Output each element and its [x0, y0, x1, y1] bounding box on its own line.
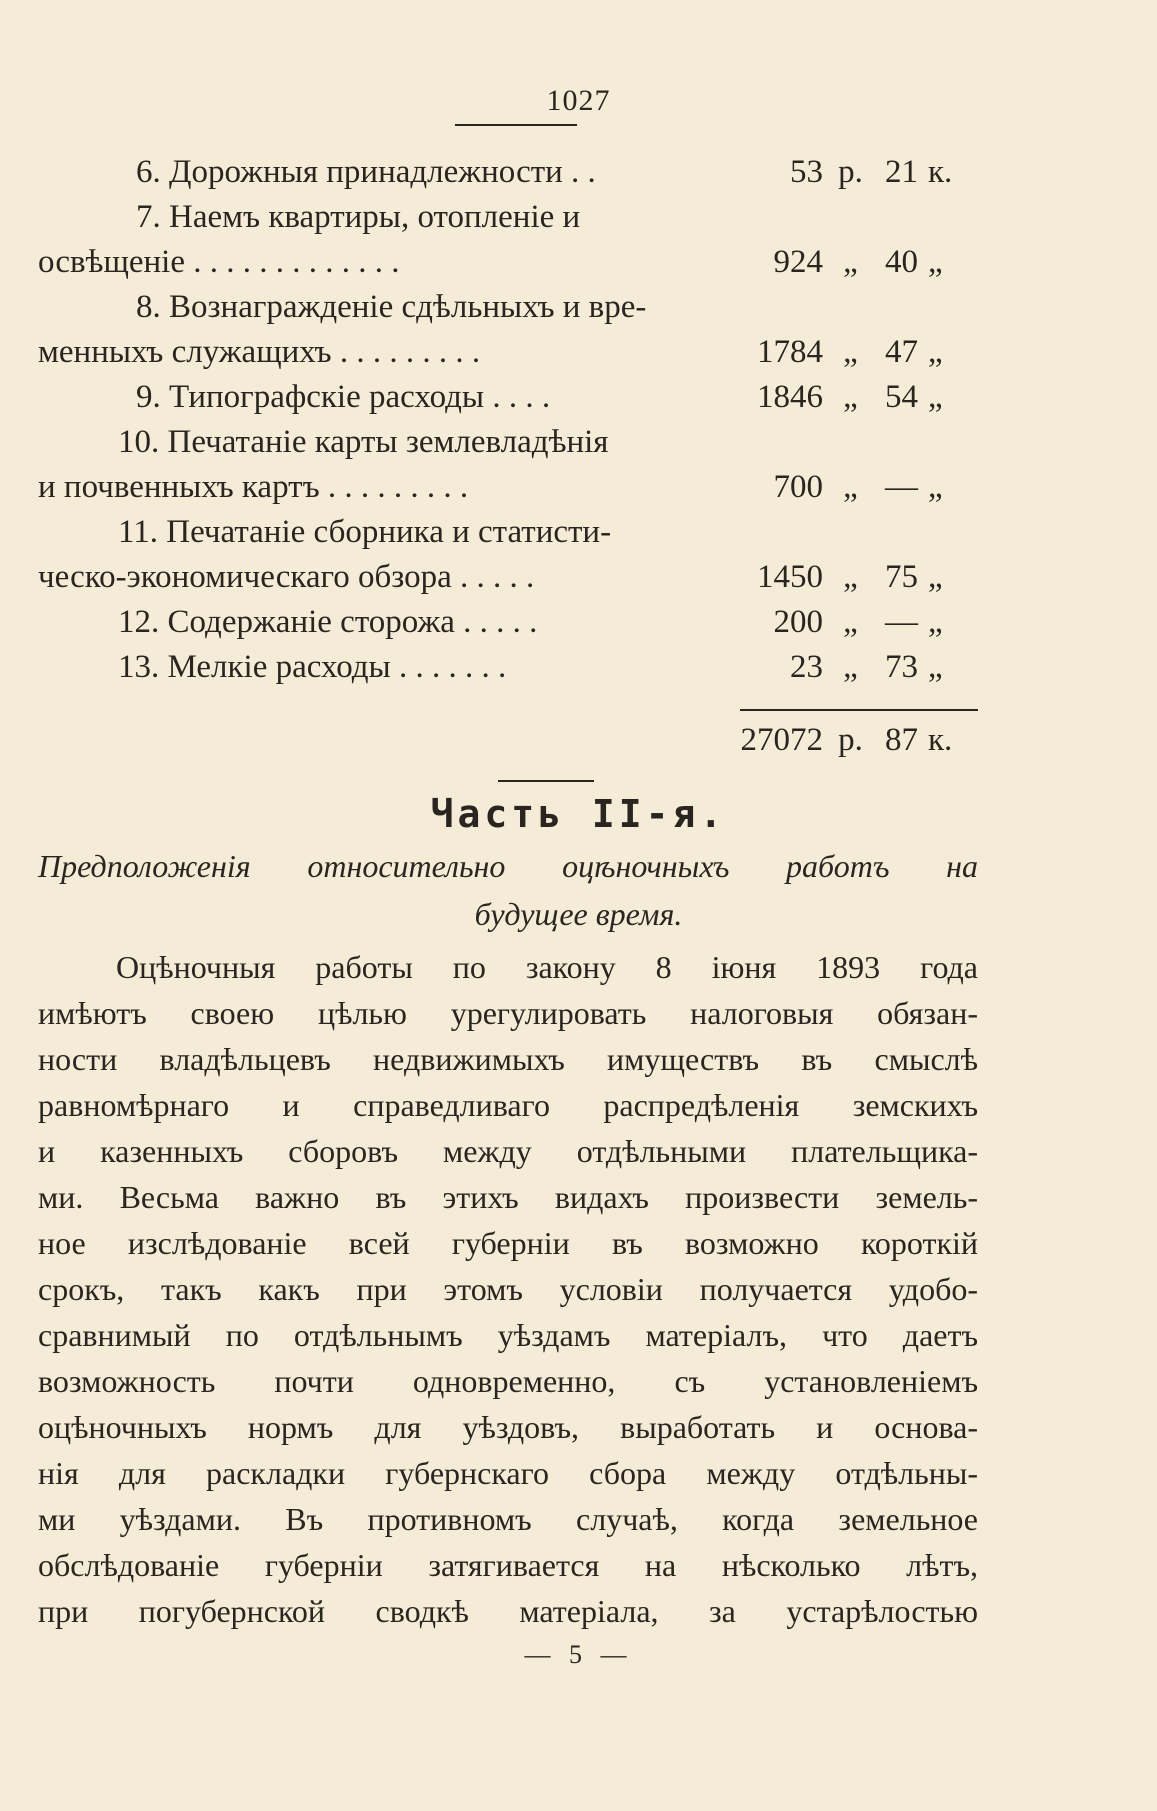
page-number-underline	[455, 124, 577, 126]
expense-item-amount	[708, 242, 978, 282]
expense-item-text: 11. Печатаніе сборника и статисти-	[118, 514, 612, 550]
total-row	[38, 720, 978, 760]
amount-kop: —	[885, 469, 918, 505]
total-rule	[740, 709, 978, 711]
amount-kop: —	[885, 604, 918, 640]
amount-kop: 40	[885, 244, 918, 280]
amount-unit: „	[928, 469, 943, 505]
amount-kop: 21	[885, 154, 918, 190]
amount-sep: „	[843, 244, 858, 280]
amount-rub: 23	[790, 649, 823, 685]
amount-sep: „	[843, 649, 858, 685]
expense-item-text: менныхъ служащихъ . . . . . . . . .	[38, 334, 481, 370]
expense-item-line	[38, 512, 978, 552]
page-number: 1027	[546, 84, 611, 117]
expense-item-line	[38, 152, 978, 192]
expense-item-amount	[708, 602, 978, 642]
expense-item-text: 12. Содержаніе сторожа . . . . .	[118, 604, 538, 640]
paragraph-line: имѣютъ своею цѣлью урегулировать налоговыя обязан-	[38, 995, 978, 1031]
paragraph-line: Оцѣночныя работы по закону 8 іюня 1893 года	[116, 949, 978, 985]
paragraph-line: ми. Весьма важно въ этихъ видахъ произвести земель-	[38, 1179, 978, 1215]
amount-rub: 1846	[757, 379, 823, 415]
expense-item-text: 6. Дорожныя принадлежности . .	[136, 154, 596, 190]
total-amount	[708, 720, 978, 760]
amount-rub: 1450	[757, 559, 823, 595]
amount-sep: „	[843, 379, 858, 415]
total-unit: к.	[928, 722, 953, 758]
amount-sep: „	[843, 559, 858, 595]
part-rule	[498, 780, 594, 782]
expense-item-line	[38, 467, 978, 507]
expense-item-text: 8. Вознагражденіе сдѣльныхъ и вре-	[136, 289, 647, 325]
expense-item-line	[38, 242, 978, 282]
expense-item-text: и почвенныхъ картъ . . . . . . . . .	[38, 469, 469, 505]
paragraph-line: сравнимый по отдѣльнымъ уѣздамъ матеріалъ, что даетъ	[38, 1317, 978, 1353]
part-heading: Часть II-я.	[430, 792, 727, 836]
expense-item-amount	[708, 647, 978, 687]
paragraph-line: оцѣночныхъ нормъ для уѣздовъ, выработать и основа-	[38, 1409, 978, 1445]
amount-unit: „	[928, 649, 943, 685]
amount-unit: „	[928, 604, 943, 640]
expense-item-line	[38, 332, 978, 372]
paragraph-line: ности владѣльцевъ недвижимыхъ имуществъ въ смыслѣ	[38, 1041, 978, 1077]
amount-kop: 47	[885, 334, 918, 370]
amount-rub: 924	[773, 244, 823, 280]
amount-unit: „	[928, 334, 943, 370]
expense-item-text: ческо-экономическаго обзора . . . . .	[38, 559, 535, 595]
expense-item-line	[38, 197, 978, 237]
total-sep: р.	[838, 722, 863, 758]
amount-rub: 700	[773, 469, 823, 505]
amount-unit: „	[928, 559, 943, 595]
paragraph-line: ное изслѣдованіе всей губерніи въ возможно короткій	[38, 1225, 978, 1261]
expense-item-amount	[708, 152, 978, 192]
expense-item-text: 7. Наемъ квартиры, отопленіе и	[136, 199, 581, 235]
total-rubles: 27072	[740, 722, 823, 758]
expense-item-text: 13. Мелкіе расходы . . . . . . .	[118, 649, 507, 685]
amount-rub: 200	[773, 604, 823, 640]
paragraph-line: срокъ, такъ какъ при этомъ условіи получается удобо-	[38, 1271, 978, 1307]
amount-unit: к.	[928, 154, 953, 190]
paragraph-line: ми уѣздами. Въ противномъ случаѣ, когда земельное	[38, 1501, 978, 1537]
expense-item-line	[38, 647, 978, 687]
amount-sep: „	[843, 604, 858, 640]
expense-item-line	[38, 377, 978, 417]
amount-unit: „	[928, 379, 943, 415]
amount-sep: „	[843, 469, 858, 505]
expense-item-text: освѣщеніе . . . . . . . . . . . . .	[38, 244, 400, 280]
amount-sep: р.	[838, 154, 863, 190]
paragraph-line: нія для раскладки губернскаго сбора между отдѣльны-	[38, 1455, 978, 1491]
expense-item-amount	[708, 557, 978, 597]
expense-item-line	[38, 557, 978, 597]
amount-kop: 54	[885, 379, 918, 415]
body-paragraph	[38, 944, 978, 1634]
amount-unit: „	[928, 244, 943, 280]
amount-kop: 73	[885, 649, 918, 685]
amount-sep: „	[843, 334, 858, 370]
paragraph-line: и казенныхъ сборовъ между отдѣльными плательщика-	[38, 1133, 978, 1169]
expense-item-text: 9. Типографскіе расходы . . . .	[136, 379, 551, 415]
subtitle-line-2: будущее время.	[474, 896, 683, 932]
paragraph-line: при погубернской сводкѣ матеріала, за устарѣлостью	[38, 1593, 978, 1629]
expense-item-line	[38, 287, 978, 327]
paragraph-line: равномѣрнаго и справедливаго распредѣленія земскихъ	[38, 1087, 978, 1123]
expense-item-text: 10. Печатаніе карты землевладѣнія	[118, 424, 609, 460]
amount-rub: 53	[790, 154, 823, 190]
subtitle-line-1: Предположенія относительно оцѣночныхъ работъ на	[38, 848, 978, 884]
expense-item-amount	[708, 377, 978, 417]
expense-item-line	[38, 422, 978, 462]
paragraph-line: возможность почти одновременно, съ установленіемъ	[38, 1363, 978, 1399]
amount-kop: 75	[885, 559, 918, 595]
expense-item-amount	[708, 332, 978, 372]
amount-rub: 1784	[757, 334, 823, 370]
total-kopecks: 87	[885, 722, 918, 758]
page-footer: — 5 —	[524, 1640, 633, 1669]
paragraph-line: обслѣдованіе губерніи затягивается на нѣсколько лѣтъ,	[38, 1547, 978, 1583]
expense-item-line	[38, 602, 978, 642]
expense-item-amount	[708, 467, 978, 507]
